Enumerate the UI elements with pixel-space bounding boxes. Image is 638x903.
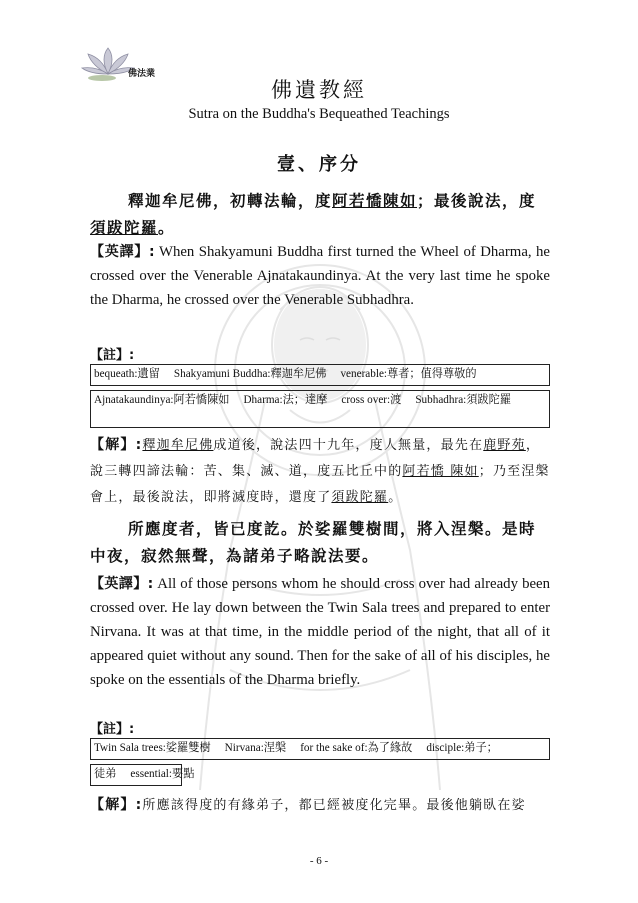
gloss-term: essential:要點	[130, 768, 195, 780]
sutra-1-text-c: 。	[158, 219, 176, 237]
explain-1-name-d: 須跋陀羅	[331, 490, 389, 505]
gloss-term: bequeath:遺留	[94, 368, 160, 380]
gloss-term: Dharma:法；達摩	[243, 394, 328, 406]
glossary-row-2a	[90, 738, 550, 760]
gloss-term: Subhadhra:須跋陀羅	[415, 394, 512, 406]
explain-1-text-b: ，說三轉四諦法輪：苦、集、滅、道，度五比丘中的	[90, 438, 541, 479]
glossary-row-1a	[90, 364, 550, 386]
explain-1-text-a: 成道後，說法四十九年，度人無量，最先在	[213, 438, 484, 453]
english-text-2: All of those persons whom he should cross over had already been crossed over. He lay down between the Twin Sala trees and prepared to enter Nirvana. It was at that time, in the middle period of the night, that all of it appeared quiet without any sound. Then for the sake of all of his disciples, he spoke on the essentials of the Dharma briefly.	[90, 576, 550, 688]
english-text-1: When Shakyamuni Buddha first turned the Wheel of Dharma, he crossed over the Venerable Ajnatakaundinya. At the very last time he spoke the Dharma, he crossed over the Venerable Subhadhra.	[90, 244, 550, 308]
explanation-2	[90, 792, 550, 819]
english-translation-2	[90, 572, 550, 692]
gloss-term: Ajnatakaundinya:阿若憍陳如	[94, 394, 230, 406]
gloss-term: Shakyamuni Buddha:釋迦牟尼佛	[173, 368, 327, 380]
gloss-term: Nirvana:涅槃	[224, 742, 287, 754]
gloss-term: cross over:渡	[341, 394, 402, 406]
english-label-2: 【英譯】:	[90, 576, 154, 592]
title-english: Sutra on the Buddha's Bequeathed Teachings	[188, 106, 450, 122]
english-label-1: 【英譯】:	[90, 244, 155, 260]
gloss-term: 徒弟	[94, 768, 117, 780]
gloss-term: disciple:弟子；	[426, 742, 498, 754]
title-chinese: 佛遺教經	[271, 78, 367, 102]
gloss-term: Twin Sala trees:娑羅雙樹	[94, 742, 211, 754]
explanation-1	[90, 432, 550, 511]
section-title: 壹、序分	[277, 154, 361, 175]
sutra-1-name-b: 須跋陀羅	[90, 219, 159, 237]
glossary-row-1b	[90, 390, 550, 428]
glossary-row-2b	[90, 764, 195, 786]
logo-text: 佛法業	[128, 69, 156, 79]
explain-1-text-d: 。	[388, 490, 403, 505]
explain-label-2: 【解】:	[90, 797, 143, 813]
sutra-1-text-b: ；最後說法，度	[417, 192, 537, 210]
explain-2-text: 所應該得度的有緣弟子，都已經被度化完畢。最後他躺臥在娑	[142, 798, 526, 813]
gloss-term: for the sake of:為了緣故	[300, 742, 413, 754]
explain-1-name-c: 阿若憍 陳如	[402, 464, 479, 479]
explain-label-1: 【解】:	[90, 437, 143, 453]
note-label-2: 【註】:	[90, 722, 135, 737]
sutra-passage-1	[90, 188, 550, 242]
gloss-term: venerable:尊者；值得尊敬的	[340, 368, 477, 380]
english-translation-1	[90, 240, 550, 312]
sutra-1-name-a: 阿若憍陳如	[332, 192, 418, 210]
explain-1-name-a: 釋迦牟尼佛	[142, 438, 214, 453]
explain-1-name-b: 鹿野苑	[483, 438, 526, 453]
page-number: - 6 -	[309, 855, 329, 867]
explain-1-text-c: ；乃至涅槃會上，最後說法，即將滅度時，還度了	[90, 464, 550, 505]
sutra-passage-2: 所應度者，皆已度訖。於娑羅雙樹間，將入涅槃。是時中夜，寂然無聲，為諸弟子略說法要。	[90, 520, 537, 565]
note-label-1: 【註】:	[90, 348, 135, 363]
sutra-1-text-a: 釋迦牟尼佛，初轉法輪，度	[128, 192, 333, 210]
